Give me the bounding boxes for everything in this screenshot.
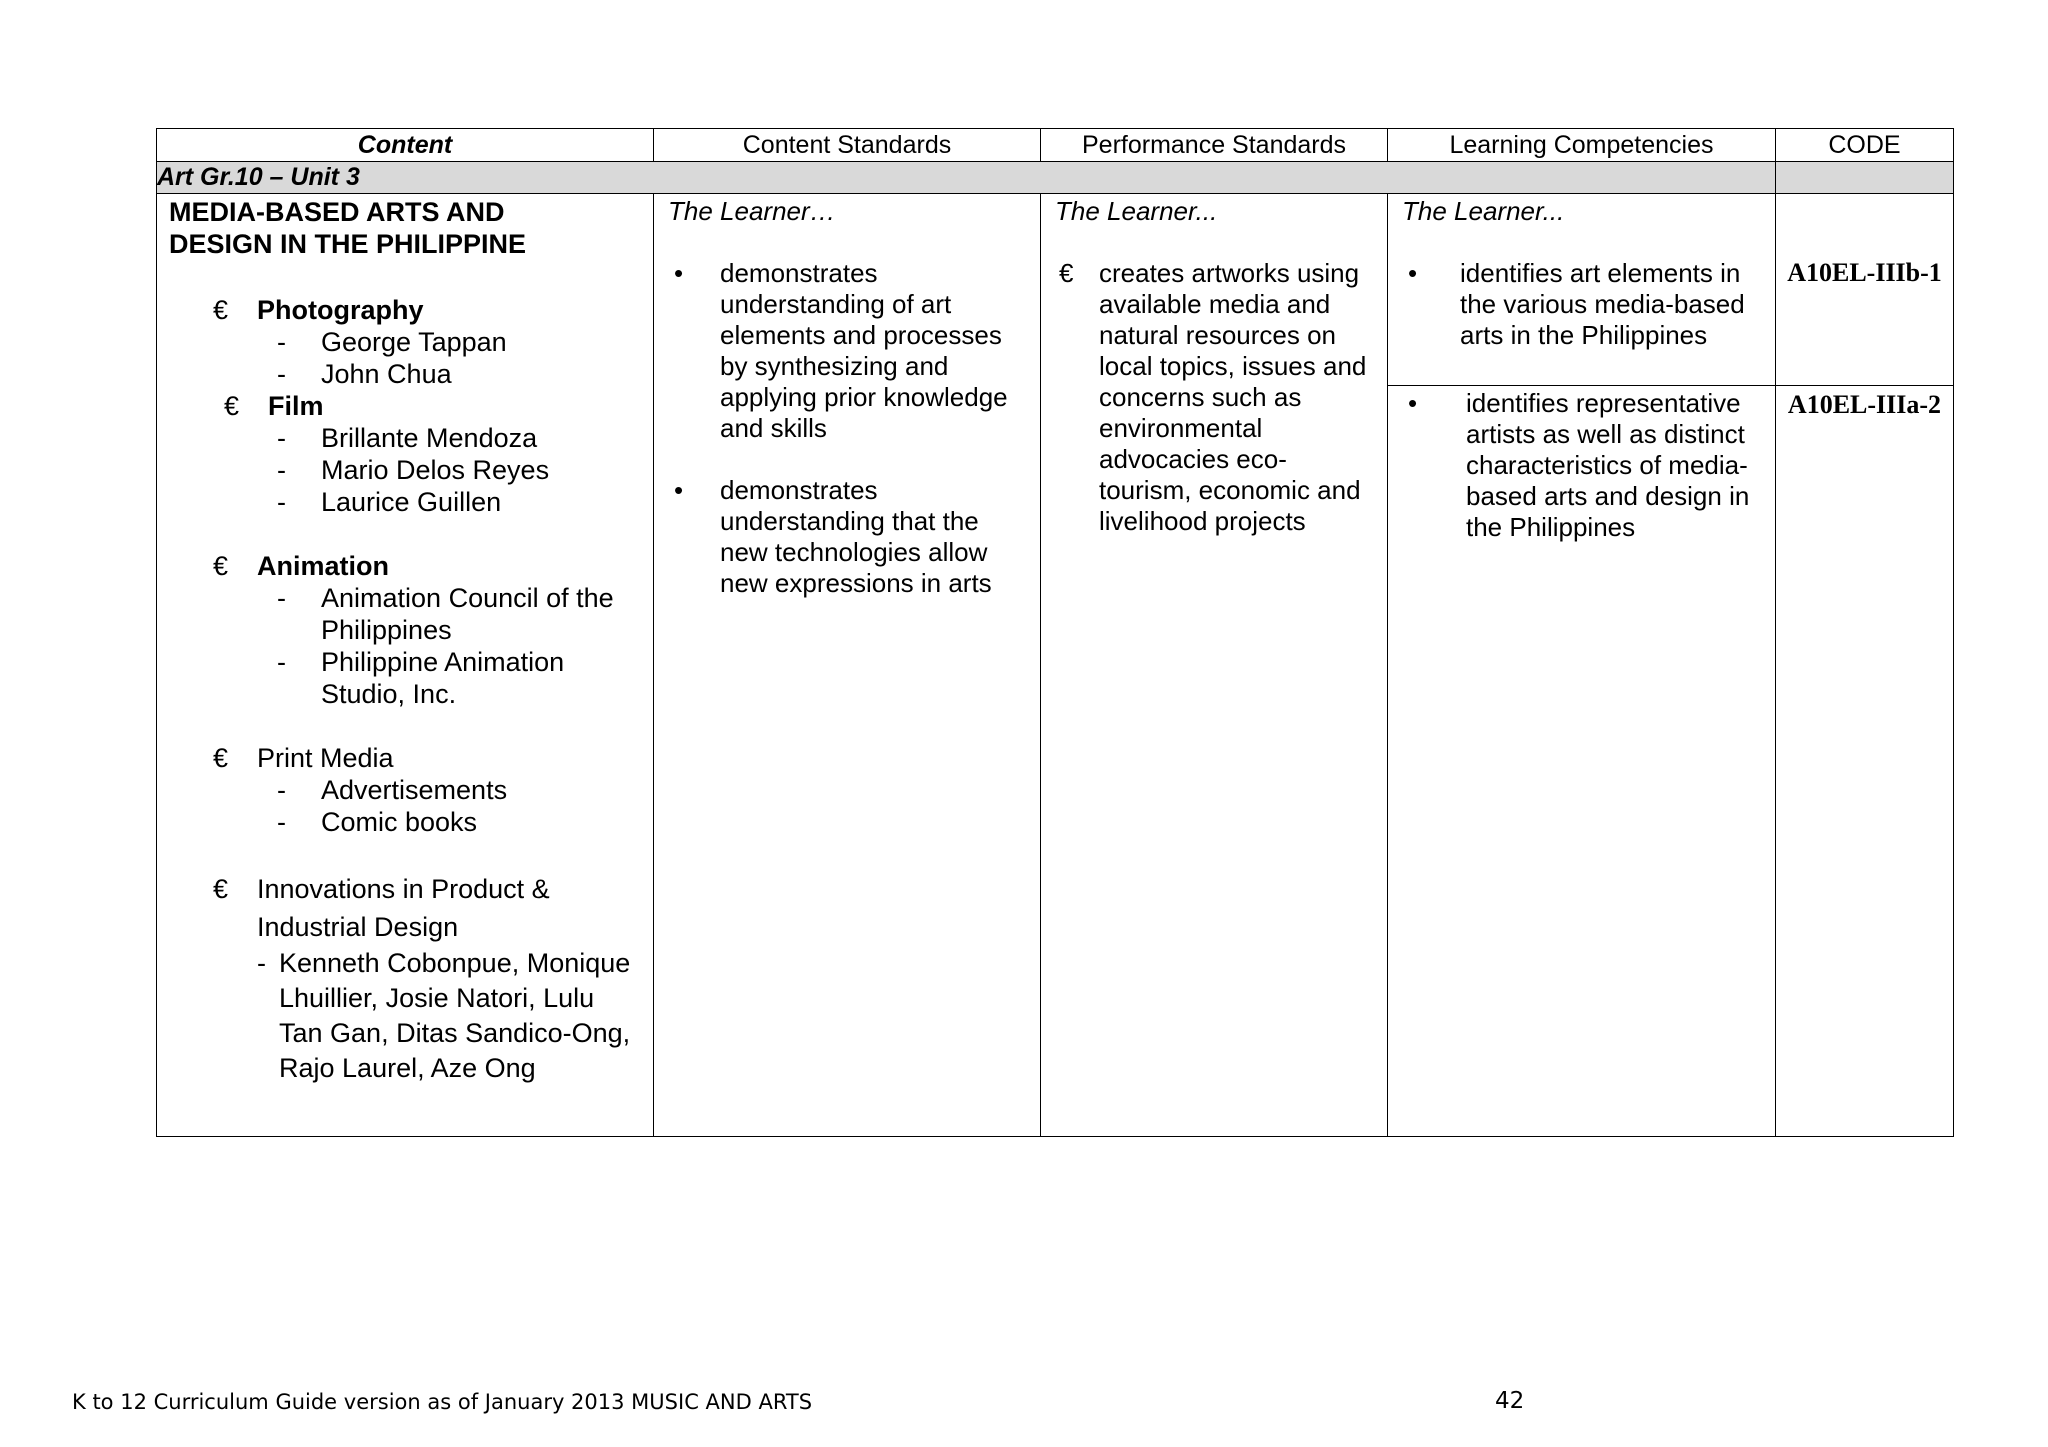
list-item: - Mario Delos Reyes (277, 455, 550, 485)
group-title: Print Media (257, 743, 394, 773)
content-standards-cell (654, 194, 1041, 1137)
performance-standards-list (1055, 258, 1375, 537)
header-learning-competencies: Learning Competencies (1388, 129, 1776, 162)
list-item: - Advertisements (277, 775, 508, 805)
euro-bullet-icon: € (213, 874, 229, 904)
list-item: • demonstrates understanding of art elements and processes by synthesizing and applying prior knowledge and skills (674, 258, 1008, 443)
bullet-dot-icon: • (1408, 258, 1418, 288)
competency-cell-2 (1388, 386, 1776, 1137)
bullet-dot-icon: • (674, 258, 684, 288)
list-item: - Laurice Guillen (277, 487, 502, 517)
bullet-dot-icon: • (1408, 388, 1418, 418)
group-print-media (169, 742, 641, 774)
unit-code-cell (1776, 162, 1954, 194)
content-cell (157, 194, 654, 1137)
list-item: - Animation Council of the Philippines (277, 583, 614, 645)
code-cell-1: A10EL-IIIb-1 (1776, 194, 1954, 386)
content-standards-list (668, 258, 1026, 599)
footer-text: K to 12 Curriculum Guide version as of January 2013 MUSIC AND ARTS (72, 1390, 813, 1414)
learner-lead: The Learner... (1402, 196, 1565, 226)
group-title: Innovations in Product & Industrial Design (257, 874, 550, 942)
header-content-standards: Content Standards (654, 129, 1041, 162)
performance-standards-cell (1041, 194, 1388, 1137)
code-cell-2: A10EL-IIIa-2 (1776, 386, 1954, 1137)
list-item: - George Tappan (277, 327, 507, 357)
unit-label: Art Gr.10 – Unit 3 (157, 162, 1776, 194)
list-item: - Comic books (277, 807, 478, 837)
group-film (169, 390, 641, 422)
group-title: Animation (257, 551, 389, 581)
euro-bullet-icon: € (213, 295, 229, 325)
header-code: CODE (1776, 129, 1954, 162)
group-animation (169, 550, 641, 582)
list-item: • identifies representative artists as well as distinct characteristics of media-based arts and design in the Philippines (1408, 388, 1750, 542)
list-item: • demonstrates understanding that the new technologies allow new expressions in arts (674, 475, 992, 598)
competency-cell-1 (1388, 194, 1776, 386)
body-row-1 (157, 194, 1954, 386)
euro-bullet-icon: € (224, 391, 240, 421)
list-item: • identifies art elements in the various media-based arts in the Philippines (1408, 258, 1745, 350)
bullet-dot-icon: • (674, 475, 684, 505)
content-title: MEDIA-BASED ARTS AND DESIGN IN THE PHILIPPINE (169, 197, 527, 259)
list-item: - Brillante Mendoza (277, 423, 538, 453)
innovations-item: - Kenneth Cobonpue, Monique Lhuillier, Josie Natori, Lulu Tan Gan, Ditas Sandico-Ong, Rajo Laurel, Aze Ong (257, 948, 631, 1083)
learner-lead: The Learner… (668, 196, 836, 226)
header-row (157, 129, 1954, 162)
animation-list (169, 582, 641, 710)
header-performance-standards: Performance Standards (1041, 129, 1388, 162)
photography-list (169, 326, 641, 390)
page-number: 42 (1495, 1388, 1525, 1414)
group-innovations (169, 870, 641, 1086)
euro-bullet-icon: € (213, 743, 229, 773)
euro-bullet-icon: € (1059, 258, 1074, 288)
group-photography (169, 294, 641, 326)
curriculum-table (156, 128, 1954, 1137)
group-title: Film (268, 391, 324, 421)
film-list (169, 422, 641, 518)
list-item: € creates artworks using available media and natural resources on local topics, issues and concerns such as environmental advocacies eco-tourism, economic and livelihood projects (1059, 258, 1367, 536)
learner-lead: The Learner... (1055, 196, 1218, 226)
competency-list-1 (1402, 258, 1761, 351)
list-item: - Philippine Animation Studio, Inc. (277, 647, 565, 709)
unit-row (157, 162, 1954, 194)
list-item: - John Chua (277, 359, 452, 389)
euro-bullet-icon: € (213, 551, 229, 581)
print-media-list (169, 774, 641, 838)
group-title: Photography (257, 295, 424, 325)
competency-list-2 (1402, 388, 1761, 543)
header-content: Content (157, 129, 654, 162)
